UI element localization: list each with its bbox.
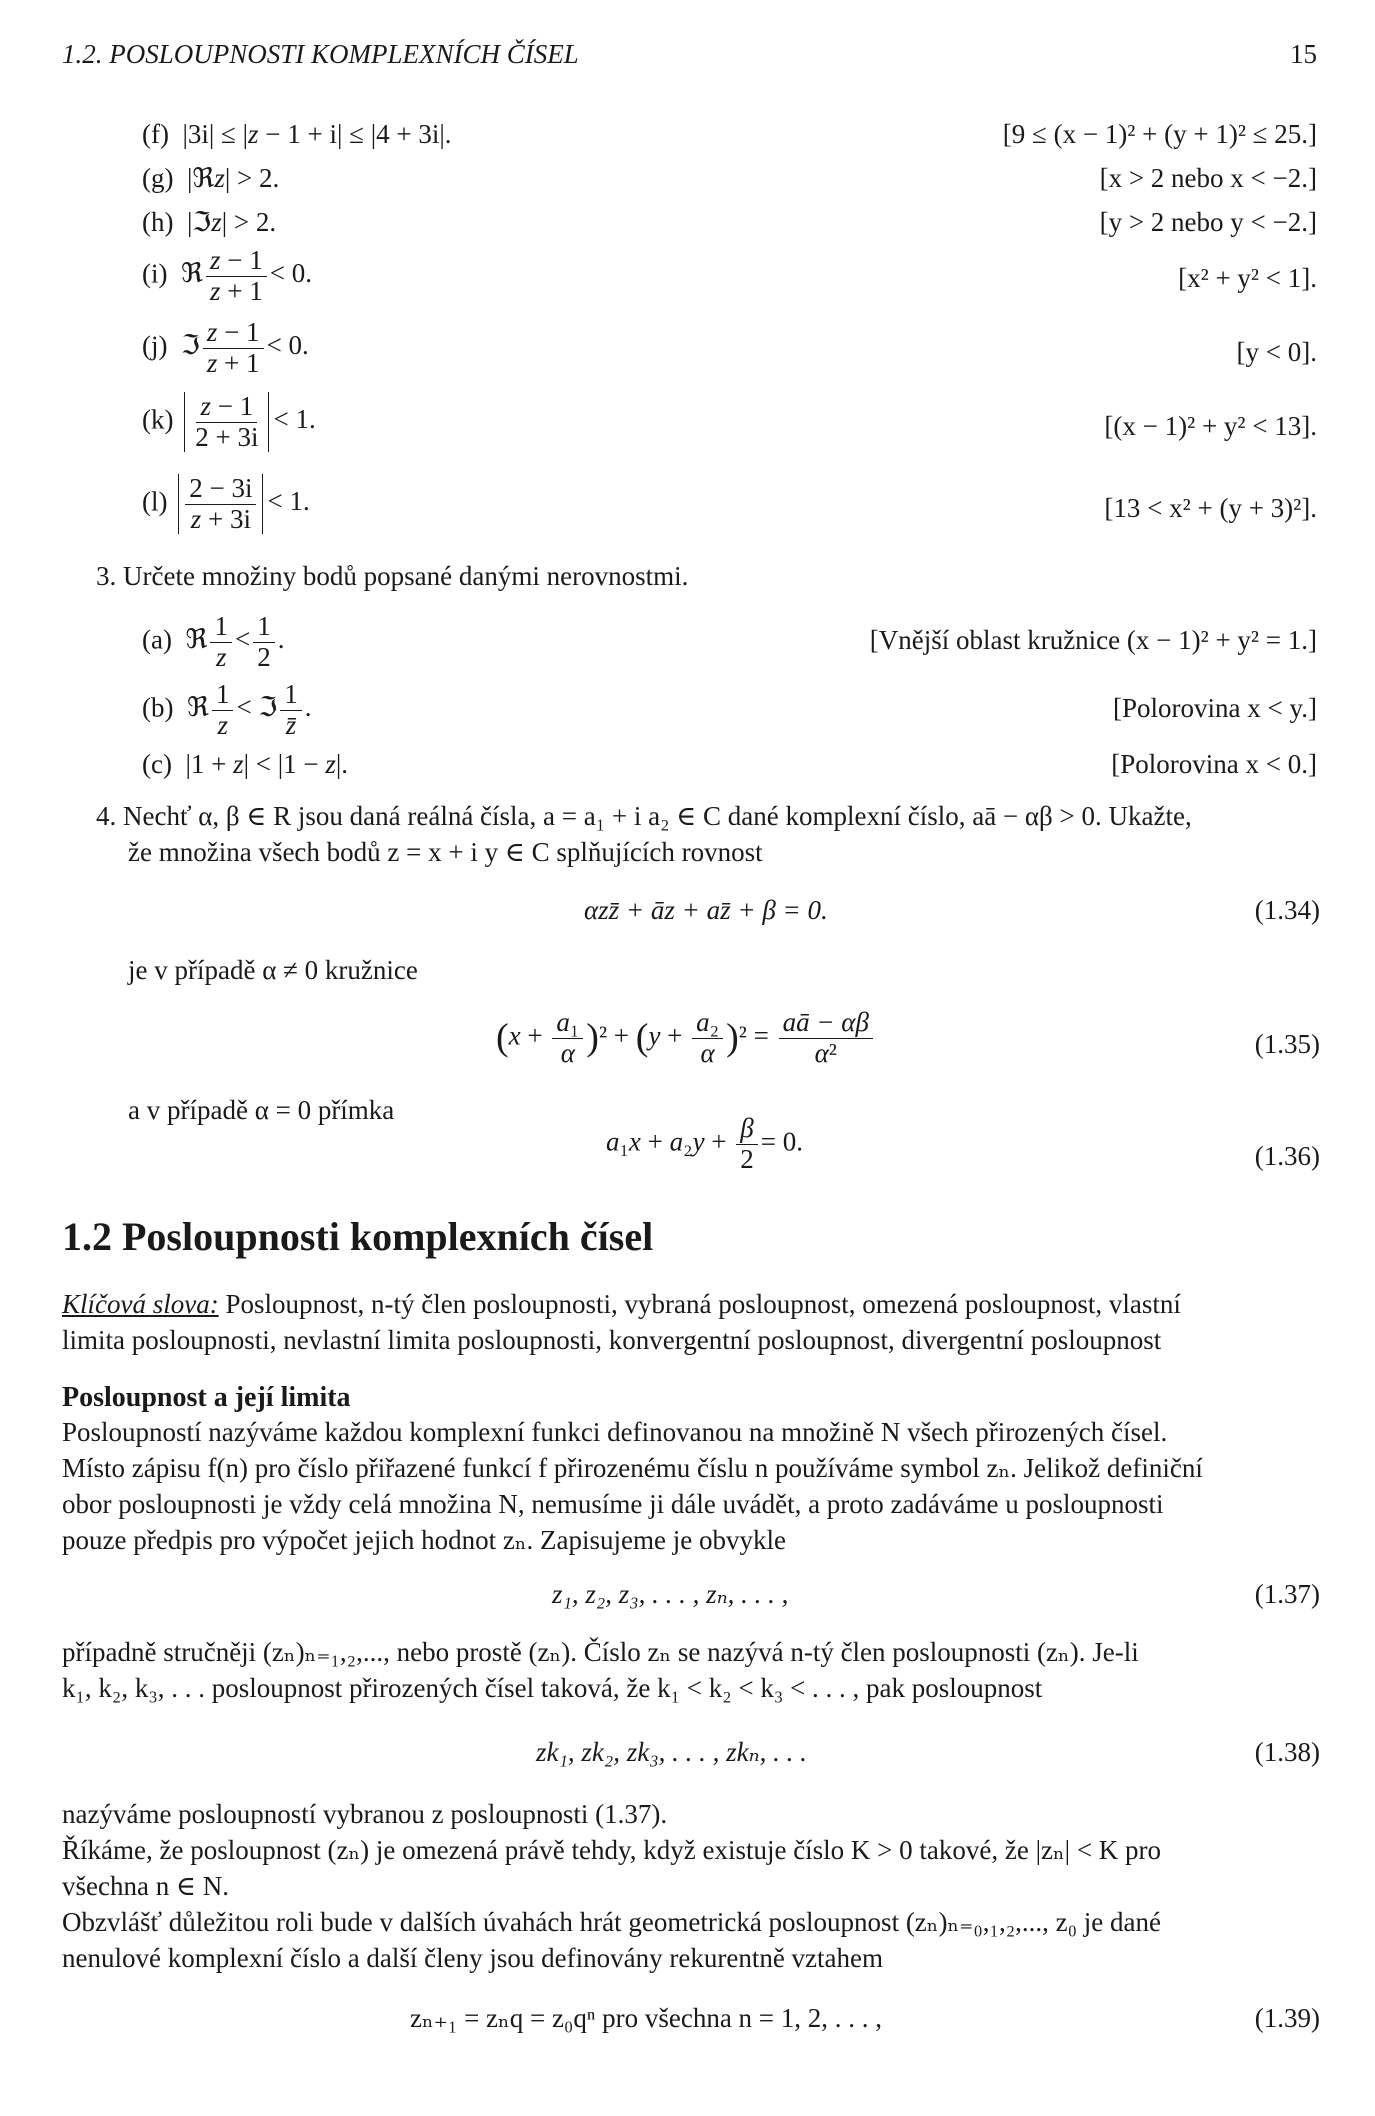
section-title: 1.2 Posloupnosti komplexních čísel xyxy=(62,1214,654,1259)
answer-2l: [13 < x² + (y + 3)²]. xyxy=(1104,493,1317,523)
exercise-2k xyxy=(142,392,316,452)
exercise-2i xyxy=(142,246,312,306)
answer-3a: [Vnější oblast kružnice (x − 1)² + y² = 1.] xyxy=(869,625,1317,655)
paragraph-line: Obzvlášť důležitou roli bude v dalších úvahách hrát geometrická posloupnost (zₙ)ₙ₌₀,₁,₂,..., z₀ je dané xyxy=(62,1907,1161,1937)
exercise-3a xyxy=(142,612,284,672)
item-label: (c) xyxy=(142,749,172,779)
formula: $\frac{z - 1}{2 + 3i}$ < 1. xyxy=(180,404,315,434)
item-label: (k) xyxy=(142,404,174,435)
exercise-number: 4. xyxy=(96,801,117,831)
equation-number: (1.36) xyxy=(1254,1141,1320,1171)
item-label: (h) xyxy=(142,207,174,237)
exercise-3-text xyxy=(96,560,688,594)
subsection-heading: Posloupnost a její limita xyxy=(62,1382,351,1413)
answer-2j: [y < 0]. xyxy=(1236,337,1317,367)
formula: $\frac{2 - 3i}{z + 3i}$ < 1. xyxy=(174,486,309,516)
text-circle-case: je v případě α ≠ 0 kružnice xyxy=(128,955,418,985)
exercise-2g xyxy=(142,162,279,196)
exercise-3c xyxy=(142,748,348,782)
formula: |3i| ≤ |z − 1 + i| ≤ |4 + 3i|. xyxy=(175,119,452,149)
equation-number: (1.34) xyxy=(1254,895,1320,925)
item-label: (b) xyxy=(142,692,174,723)
formula: |1 + z| < |1 − z|. xyxy=(178,749,349,779)
exercise-2j xyxy=(142,318,309,378)
equation-number: (1.39) xyxy=(1254,2003,1320,2033)
answer-2h: [y > 2 nebo y < −2.] xyxy=(1099,207,1317,237)
page-number: 15 xyxy=(1290,39,1317,69)
paragraph-line: obor posloupnosti je vždy celá množina N, nemusíme ji dále uvádět, a proto zadáváme u posloupnosti xyxy=(62,1489,1164,1519)
equation-1-35: (x + $\frac{\text{a₁}}{\alpha}$ )² + (y + $\frac{\text{a₂}}{\alpha}$ )² = $\frac{aā - \alpha\beta}{\text{α²}}$ xyxy=(496,1008,876,1068)
equation-number: (1.38) xyxy=(1254,1737,1320,1767)
exercise-text: Určete množiny bodů popsané danými nerovnostmi. xyxy=(123,561,689,591)
equation-number: (1.37) xyxy=(1254,1579,1320,1609)
answer-3c: [Polorovina x < 0.] xyxy=(1111,749,1317,779)
formula: |ℑz| > 2. xyxy=(180,207,277,237)
item-label: (f) xyxy=(142,119,169,149)
item-label: (l) xyxy=(142,486,168,517)
answer-2i: [x² + y² < 1]. xyxy=(1178,263,1317,293)
exercise-4-line1 xyxy=(96,800,1192,834)
item-label: (j) xyxy=(142,330,168,361)
equation-1-39: zₙ₊₁ = zₙq = z₀qⁿ pro všechna n = 1, 2, . . . , xyxy=(410,2003,883,2033)
formula: ℜ $\frac{1}{z}$ < $\frac{1}{2}$ . xyxy=(178,611,285,672)
exercise-2h xyxy=(142,206,276,240)
exercise-text: Nechť α, β ∈ R jsou daná reálná čísla, a = a₁ + i a₂ ∈ C dané komplexní číslo, aā − αβ > 0. Ukažte, xyxy=(123,801,1192,831)
running-header: 1.2. POSLOUPNOSTI KOMPLEXNÍCH ČÍSEL xyxy=(62,39,579,69)
formula: ℑ $\frac{z - 1}{z + 1}$ < 0. xyxy=(174,317,309,378)
formula: ℜ $\frac{1}{z}$ < ℑ $\frac{1}{z̄}$ . xyxy=(180,679,312,740)
text-line-case: a v případě α = 0 přímka xyxy=(128,1095,395,1125)
formula: |ℜz| > 2. xyxy=(180,163,280,193)
formula: ℜ $\frac{z - 1}{z + 1}$ < 0. xyxy=(174,245,312,306)
exercise-2l xyxy=(142,474,310,534)
equation-1-38: zk₁, zk₂, zk₃, . . . , zkₙ, . . . xyxy=(536,1737,807,1767)
keywords-line1 xyxy=(62,1288,1181,1322)
exercise-number: 3. xyxy=(96,561,117,591)
keywords-label: Klíčová slova: xyxy=(62,1289,219,1319)
item-label: (i) xyxy=(142,258,168,289)
paragraph-line: Místo zápisu f(n) pro číslo přiřazené funkcí f přirozenému číslu n používáme symbol zₙ. Jelikož definiční xyxy=(62,1453,1203,1483)
paragraph-line: nazýváme posloupností vybranou z posloupnosti (1.37). xyxy=(62,1799,668,1829)
answer-3b: [Polorovina x < y.] xyxy=(1113,693,1317,723)
paragraph-line: nenulové komplexní číslo a další členy jsou definovány rekurentně vztahem xyxy=(62,1943,884,1973)
paragraph-line: Posloupností nazýváme každou komplexní funkci definovanou na množině N všech přirozených čísel. xyxy=(62,1417,1168,1447)
equation-1-34: αzz̄ + āz + az̄ + β = 0. xyxy=(584,895,828,925)
keywords-text: Posloupnost, n-tý člen posloupnosti, vybraná posloupnost, omezená posloupnost, vlastní xyxy=(218,1289,1181,1319)
equation-1-36: a₁x + a₂y + $\frac{\beta}{2}$ = 0. xyxy=(606,1113,804,1174)
paragraph-line: k₁, k₂, k₃, . . . posloupnost přirozených čísel taková, že k₁ < k₂ < k₃ < . . . , pak posloupnost xyxy=(62,1673,1043,1703)
answer-2k: [(x − 1)² + y² < 13]. xyxy=(1104,411,1317,441)
exercise-2f xyxy=(142,118,452,152)
equation-1-37: z₁, z₂, z₃, . . . , zₙ, . . . , xyxy=(552,1579,789,1609)
item-label: (g) xyxy=(142,163,174,193)
answer-2f: [9 ≤ (x − 1)² + (y + 1)² ≤ 25.] xyxy=(1002,119,1317,149)
equation-number: (1.35) xyxy=(1254,1029,1320,1059)
paragraph-line: pouze předpis pro výpočet jejich hodnot zₙ. Zapisujeme je obvykle xyxy=(62,1525,786,1555)
exercise-4-line2: že množina všech bodů z = x + i y ∈ C splňujících rovnost xyxy=(128,837,763,867)
item-label: (a) xyxy=(142,624,172,655)
keywords-line2: limita posloupnosti, nevlastní limita posloupnosti, konvergentní posloupnost, divergentní posloupnost xyxy=(62,1325,1162,1355)
paragraph-line: všechna n ∈ N. xyxy=(62,1871,229,1901)
exercise-3b xyxy=(142,680,312,740)
paragraph-line: Říkáme, že posloupnost (zₙ) je omezená právě tehdy, když existuje číslo K > 0 takové, že |zₙ| < K pro xyxy=(62,1835,1162,1865)
paragraph-line: případně stručněji (zₙ)ₙ₌₁,₂,..., nebo prostě (zₙ). Číslo zₙ se nazývá n-tý člen posloupnosti (zₙ). Je-li xyxy=(62,1637,1139,1667)
answer-2g: [x > 2 nebo x < −2.] xyxy=(1099,163,1317,193)
